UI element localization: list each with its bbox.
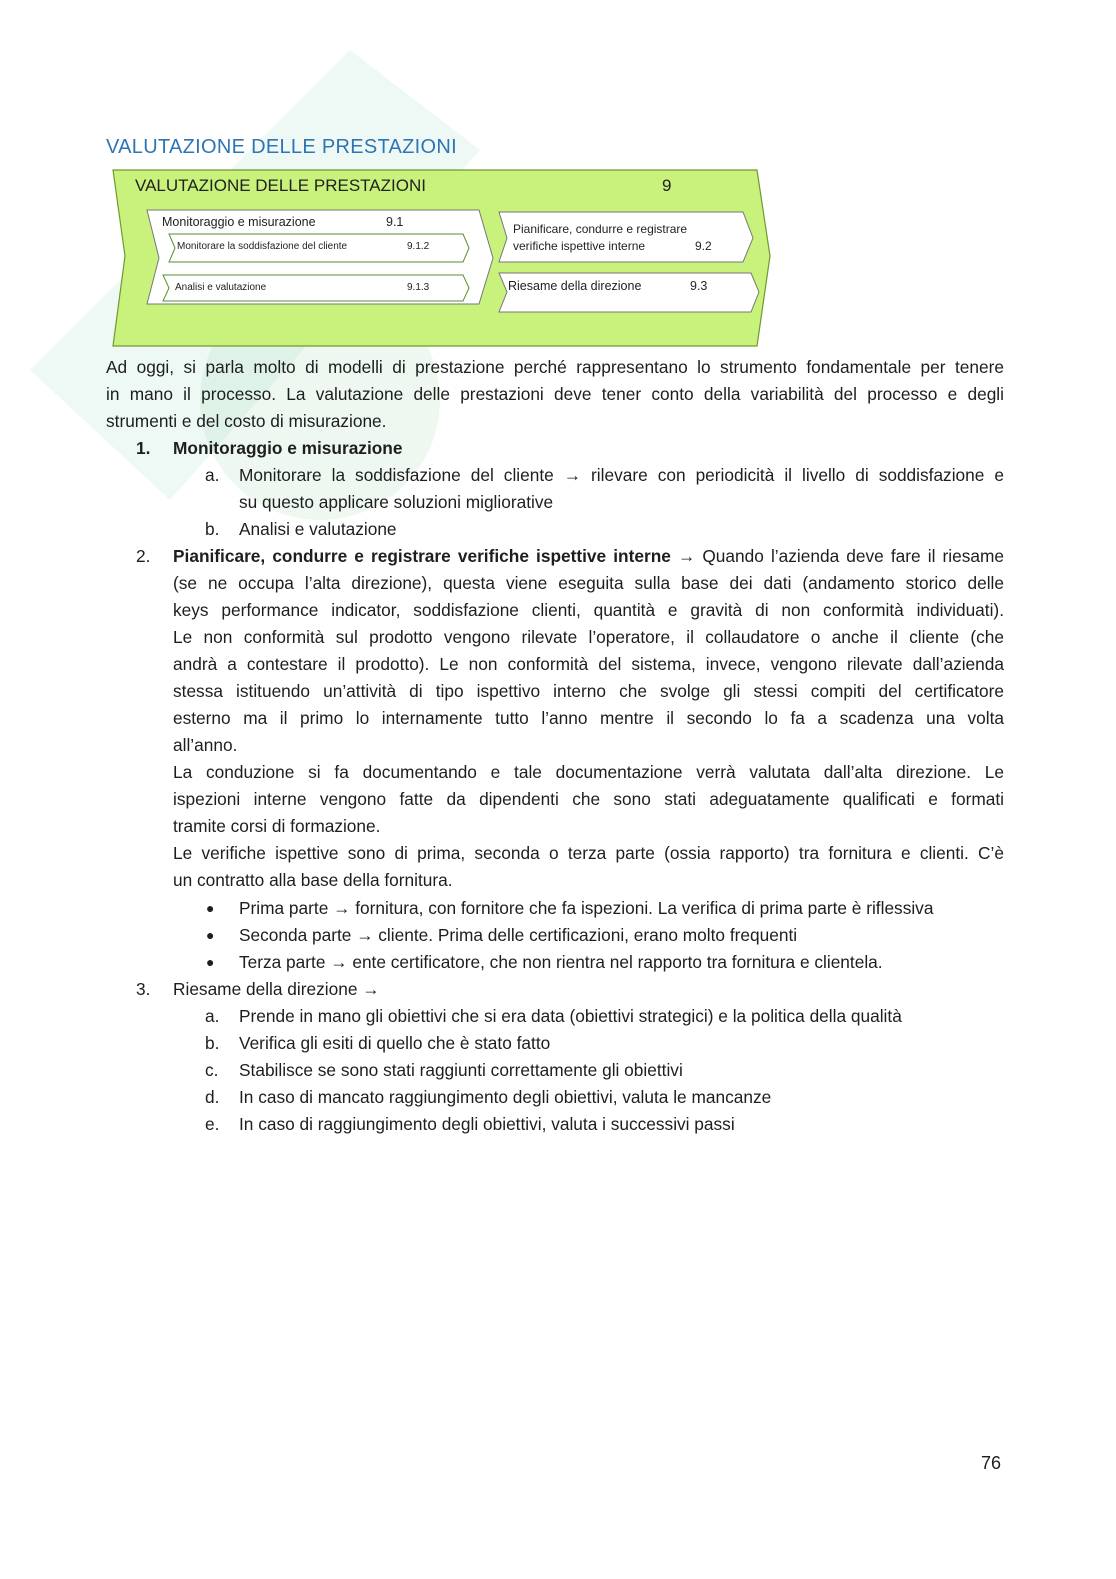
bullet-icon: ●: [206, 954, 215, 970]
list-number: 3.: [136, 979, 151, 999]
sublist-item: [106, 1084, 1004, 1111]
box1-title: Monitoraggio e misurazione: [162, 215, 316, 229]
paragraph-line: Le verifiche ispettive sono di prima, seconda o terza parte (ossia rapporto) tra fornitura e clienti. C’è: [173, 843, 1004, 863]
sublist-item: [106, 1030, 1004, 1057]
paragraph-line: andrà a contestare il prodotto). Le non conformità del sistema, invece, vengono rilevate dall’azienda: [173, 654, 1004, 674]
bullet-item: [106, 949, 1004, 976]
paragraph-line: (se ne occupa l’alta direzione), questa viene eseguita sulla base dei dati (andamento storico delle: [173, 573, 1004, 593]
list-item-3: [106, 976, 1004, 1003]
list-item-3-title: Riesame della direzione →: [173, 979, 380, 999]
intro-line: strumenti e del costo di misurazione.: [106, 411, 387, 431]
intro-paragraph: [106, 354, 1004, 435]
sublist-letter: e.: [205, 1114, 220, 1134]
sublist-text: Monitorare la soddisfazione del cliente → rilevare con periodicità il livello di soddisfazione e: [239, 465, 1004, 485]
bullet-icon: ●: [206, 927, 215, 943]
paragraph-line: La conduzione si fa documentando e tale documentazione verrà valutata dall’alta direzione. Le: [173, 762, 1004, 782]
box2-number: 9.2: [695, 239, 712, 253]
list-item-1: [106, 435, 1004, 462]
sublist-letter: b.: [205, 1033, 220, 1053]
bullet-text: Seconda parte → cliente. Prima delle certificazioni, erano molto frequenti: [239, 925, 798, 945]
paragraph-line: keys performance indicator, soddisfazione clienti, quantità e gravità di non conformità individuati).: [173, 600, 1004, 620]
sublist-text: In caso di mancato raggiungimento degli obiettivi, valuta le mancanze: [239, 1087, 772, 1107]
sublist-text: Verifica gli esiti di quello che è stato fatto: [239, 1033, 551, 1053]
bullet-item: [106, 895, 1004, 922]
box1-number: 9.1: [386, 215, 404, 229]
sub1-label: Monitorare la soddisfazione del cliente: [177, 241, 348, 252]
bullet-text: Terza parte → ente certificatore, che non rientra nel rapporto tra fornitura e clientela.: [239, 952, 883, 972]
sub2-label: Analisi e valutazione: [175, 282, 267, 293]
sublist-item-1a: [106, 462, 1004, 516]
sublist-item-1b: [106, 516, 1004, 543]
diagram-title: VALUTAZIONE DELLE PRESTAZIONI: [135, 176, 426, 195]
list-item-1-title: Monitoraggio e misurazione: [173, 438, 403, 458]
box2-frame: [499, 212, 753, 262]
sub2-number: 9.1.3: [407, 282, 430, 293]
list-item-2: [106, 543, 1004, 894]
bullet-item: [106, 922, 1004, 949]
sublist-letter: a.: [205, 465, 220, 485]
sublist-letter: d.: [205, 1087, 220, 1107]
paragraph-line: tramite corsi di formazione.: [173, 816, 381, 836]
list-number: 2.: [136, 546, 151, 566]
box2-line2: verifiche ispettive interne: [513, 239, 646, 253]
paragraph-line: Le non conformità sul prodotto vengono rilevate l’operatore, il collaudatore o anche il cliente (che: [173, 627, 1004, 647]
box2-line1: Pianificare, condurre e registrare: [513, 222, 688, 236]
paragraph-line: un contratto alla base della fornitura.: [173, 870, 453, 890]
list-item-2-title: Pianificare, condurre e registrare verifiche ispettive interne: [173, 546, 671, 566]
intro-line: Ad oggi, si parla molto di modelli di prestazione perché rappresentano lo strumento fondamentale per tenere: [106, 357, 1004, 377]
paragraph-line: ispezioni interne vengono fatte da dipendenti che sono stati adeguatamente qualificati e formati: [173, 789, 1004, 809]
body-text: [106, 354, 1004, 1138]
sublist-item: [106, 1111, 1004, 1138]
paragraph-line: esterno ma il primo lo internamente tutto l’anno mentre il secondo lo fa a scadenza una volta: [173, 708, 1004, 728]
bullet-text: Prima parte → fornitura, con fornitore che fa ispezioni. La verifica di prima parte è riflessiva: [239, 898, 934, 918]
page-number: 76: [981, 1453, 1002, 1473]
sublist-letter: a.: [205, 1006, 220, 1026]
paragraph-line: all’anno.: [173, 735, 238, 755]
list-item-2-text: → Quando l’azienda deve fare il riesame: [677, 546, 1004, 566]
sublist-letter: b.: [205, 519, 220, 539]
sublist-text: Analisi e valutazione: [239, 519, 397, 539]
paragraph-line: stessa istituendo un’attività di tipo ispettivo interno che svolge gli stessi compiti del certificatore: [173, 681, 1004, 701]
intro-line: in mano il processo. La valutazione delle prestazioni deve tener conto della variabilità del processo e degli: [106, 384, 1004, 404]
sub1-number: 9.1.2: [407, 241, 430, 252]
sublist-text: Stabilisce se sono stati raggiunti correttamente gli obiettivi: [239, 1060, 683, 1080]
sublist-letter: c.: [205, 1060, 219, 1080]
diagram-number: 9: [662, 176, 672, 195]
box3-number: 9.3: [690, 279, 708, 293]
bullet-icon: ●: [206, 900, 215, 916]
sublist-item: [106, 1057, 1004, 1084]
list-number: 1.: [136, 438, 151, 458]
sublist-item: [106, 1003, 1004, 1030]
process-diagram: [105, 168, 775, 350]
box3-label: Riesame della direzione: [508, 279, 642, 293]
section-heading: VALUTAZIONE DELLE PRESTAZIONI: [106, 136, 457, 158]
sublist-text: In caso di raggiungimento degli obiettivi, valuta i successivi passi: [239, 1114, 735, 1134]
sublist-text: su questo applicare soluzioni migliorative: [239, 492, 554, 512]
sublist-text: Prende in mano gli obiettivi che si era data (obiettivi strategici) e la politica della qualità: [239, 1006, 902, 1026]
